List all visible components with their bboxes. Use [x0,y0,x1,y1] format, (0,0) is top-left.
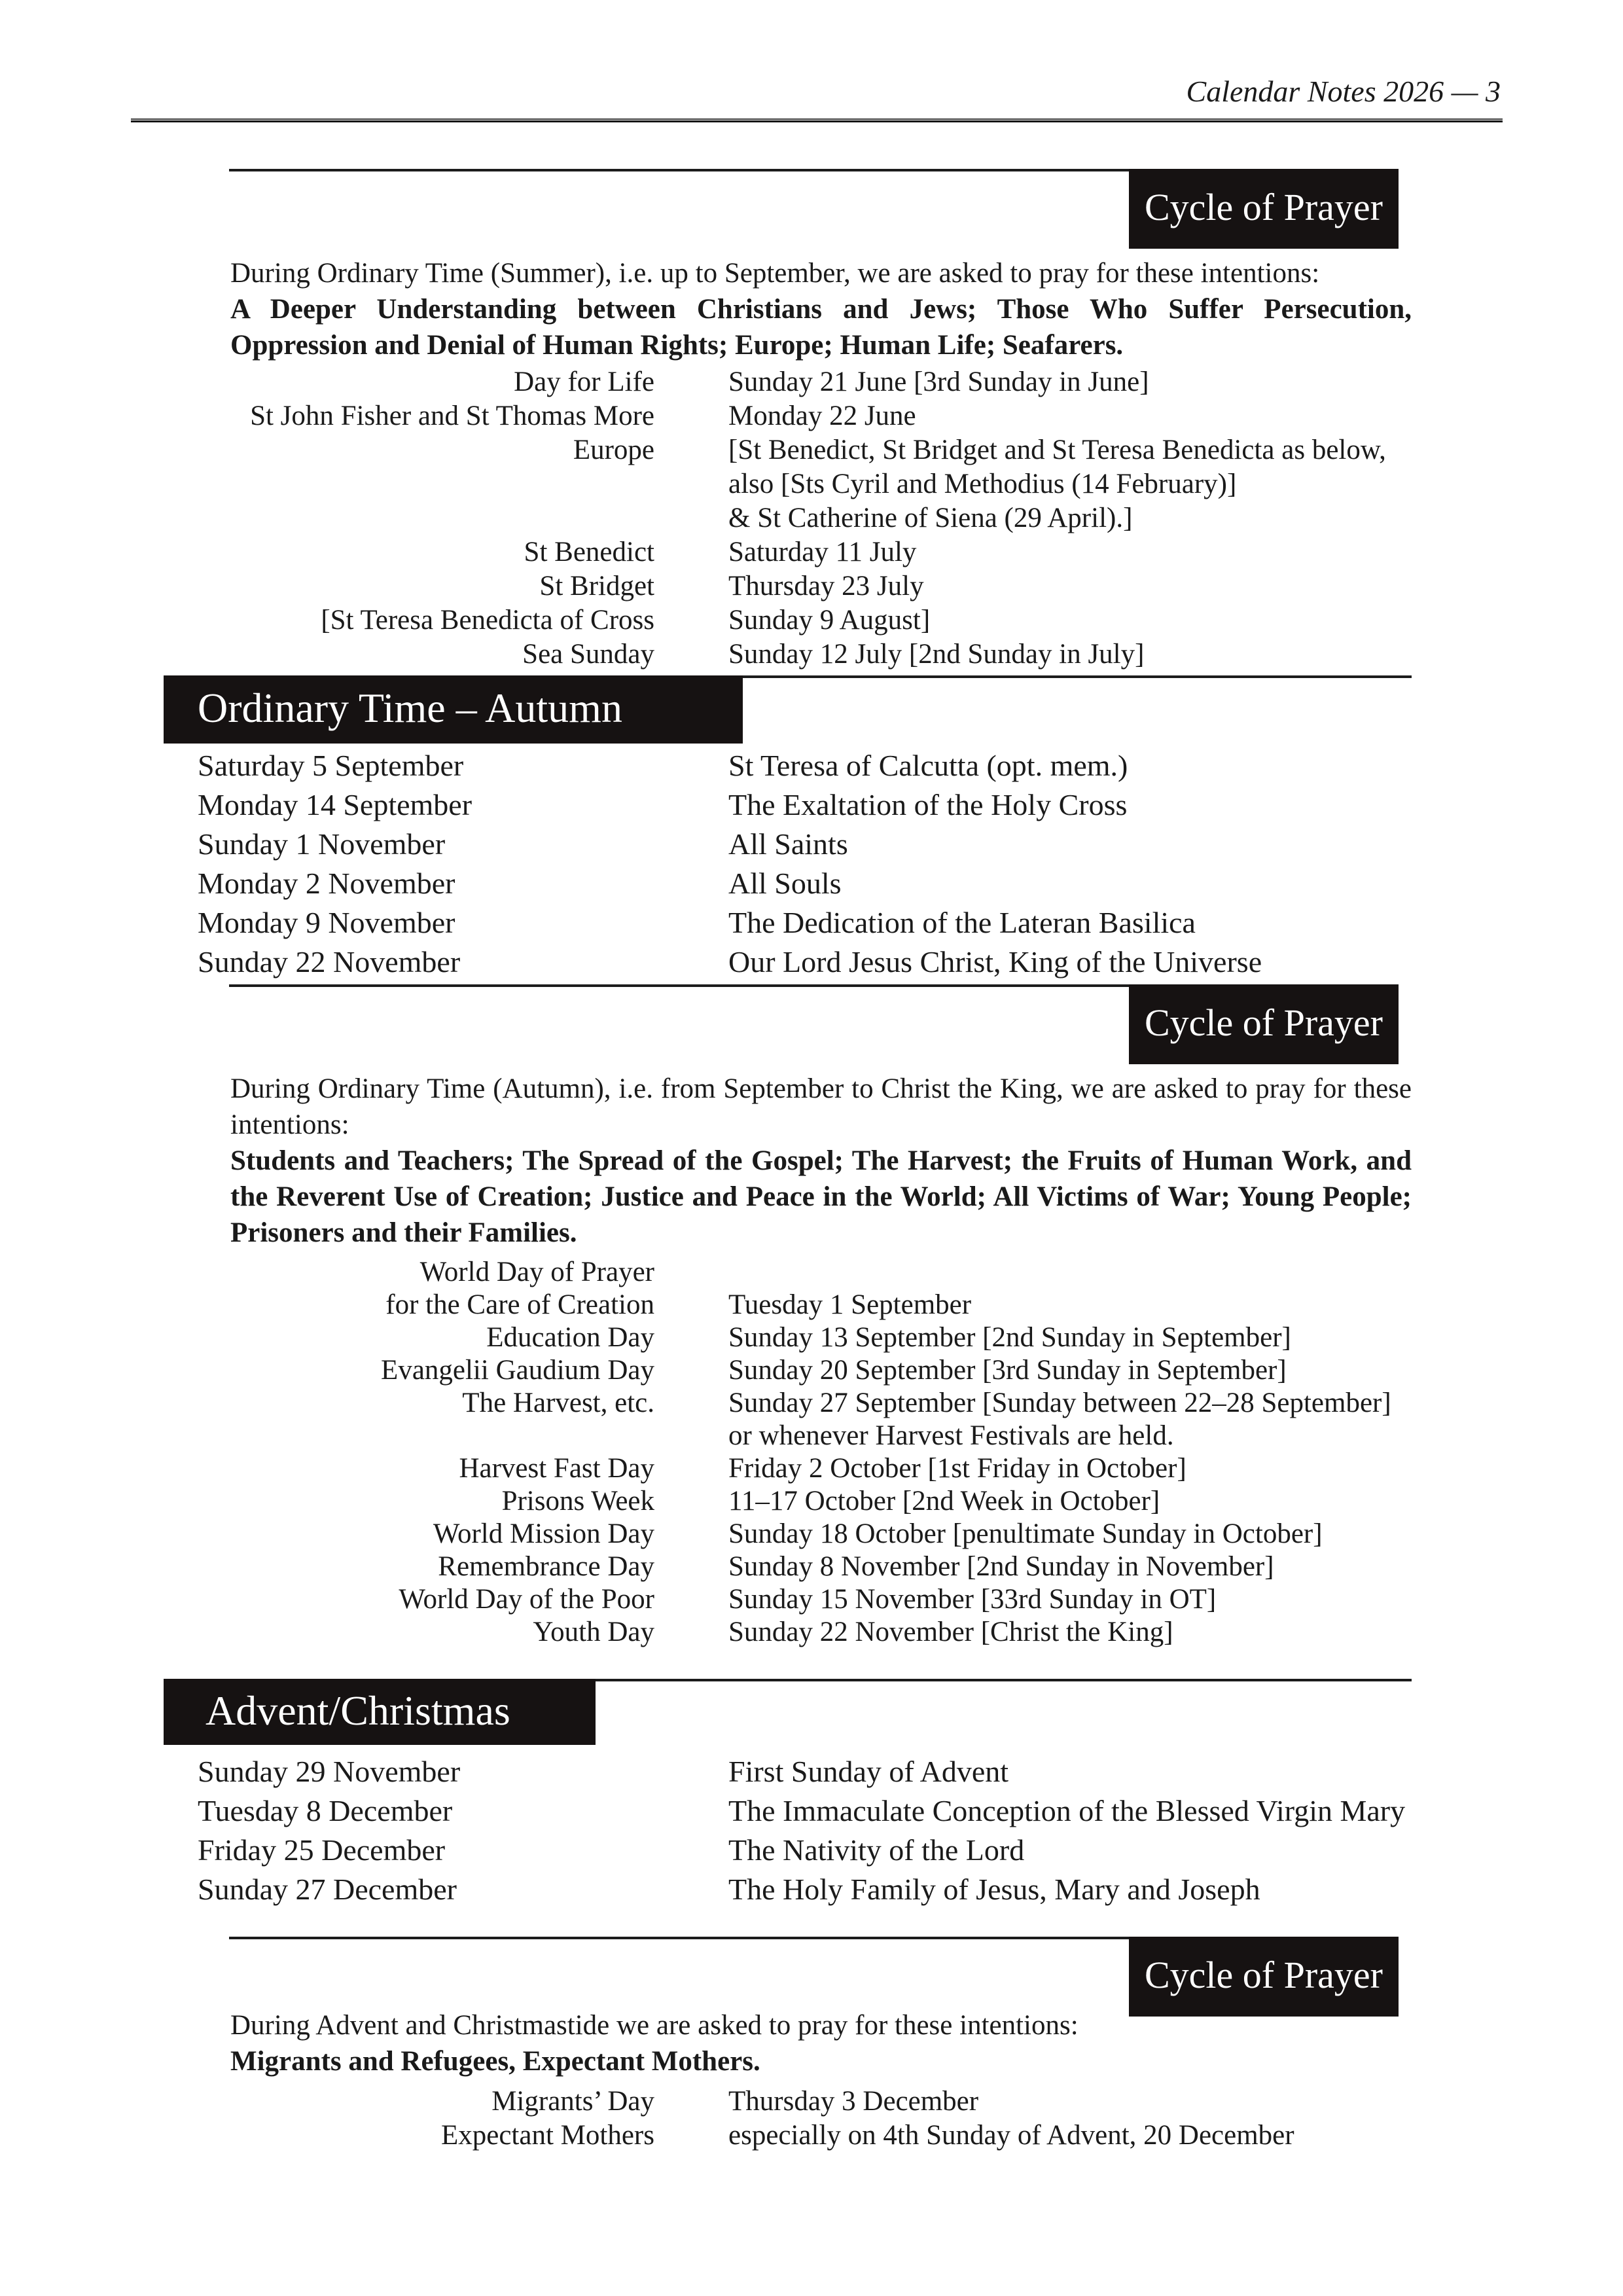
label-cell: St Bridget [539,571,654,601]
table-line [0,365,1623,399]
value-cell: Sunday 15 November [33rd Sunday in OT] [728,1584,1217,1615]
date-cell: Tuesday 8 December [198,1794,453,1827]
title-cell: Our Lord Jesus Christ, King of the Universe [728,945,1262,978]
table-line [0,864,1623,903]
table-line [0,2085,1623,2119]
section-heading-box: Ordinary Time – Autumn [164,675,743,744]
table-line [0,1321,1623,1354]
paragraph-regular: During Ordinary Time (Summer), i.e. up to September, we are asked to pray for these intentions: [230,258,1320,289]
table-line [0,1551,1623,1583]
label-cell: Day for Life [514,367,654,397]
date-cell: Saturday 5 September [198,749,464,782]
cycle-table [0,1256,1623,1649]
table-line [0,399,1623,433]
paragraph-bold: Migrants and Refugees, Expectant Mothers. [230,2046,760,2077]
table-line [0,569,1623,603]
table-line [0,433,1623,467]
date-cell: Monday 2 November [198,867,455,900]
value-cell: Sunday 9 August] [728,605,931,636]
date-cell: Friday 25 December [198,1833,446,1867]
paragraph-bold: A Deeper Understanding between Christians and Jews; Those Who Suffer Persecution, Oppression and Denial of Human Rights; Europe; Human Life; Seafarers. [230,294,1412,361]
value-cell: Sunday 27 September [Sunday between 22–28 September] [728,1388,1391,1418]
label-cell: Education Day [486,1322,654,1353]
label-cell: World Day of the Poor [399,1584,654,1615]
table-line [0,535,1623,569]
main-table [0,746,1623,982]
table-line [0,1518,1623,1551]
value-cell: Sunday 12 July [2nd Sunday in July] [728,639,1145,670]
paragraph-regular: During Advent and Christmastide we are asked to pray for these intentions: [230,2010,1079,2041]
page-header-title: Calendar Notes 2026 — 3 [1186,75,1501,108]
cycle-table [0,2085,1623,2153]
table-line [0,1791,1623,1831]
date-cell: Monday 9 November [198,906,455,939]
date-cell: Sunday 27 December [198,1873,457,1906]
label-cell: Remembrance Day [438,1551,654,1582]
table-line [0,501,1623,535]
table-line [0,825,1623,864]
table-line [0,1289,1623,1321]
value-cell: Sunday 22 November [Christ the King] [728,1617,1173,1647]
table-line [0,637,1623,672]
page-header-rule [131,118,1503,122]
value-cell: Sunday 13 September [2nd Sunday in September] [728,1322,1291,1353]
label-cell: World Day of Prayer [419,1257,654,1287]
table-line [0,1256,1623,1289]
value-cell: 11–17 October [2nd Week in October] [728,1486,1160,1516]
title-cell: The Exaltation of the Holy Cross [728,788,1128,821]
value-cell: especially on 4th Sunday of Advent, 20 December [728,2120,1294,2151]
date-cell: Sunday 29 November [198,1755,461,1788]
paragraph-bold: Students and Teachers; The Spread of the Gospel; The Harvest; the Fruits of Human Work, and the Reverent Use of Creation; Justice and Peace in the World; All Victims of War; Young People; Prisoners and their Families. [230,1145,1412,1248]
title-cell: First Sunday of Advent [728,1755,1009,1788]
cycle-paragraphs [230,1071,1412,1251]
cycle-of-prayer-box: Cycle of Prayer [1129,984,1399,1064]
cycle-paragraphs [230,2007,1412,2079]
label-cell: [St Teresa Benedicta of Cross [321,605,654,636]
title-cell: St Teresa of Calcutta (opt. mem.) [728,749,1128,782]
label-cell: Sea Sunday [522,639,654,670]
value-cell: Sunday 21 June [3rd Sunday in June] [728,367,1149,397]
table-line [0,1752,1623,1791]
title-cell: The Holy Family of Jesus, Mary and Joseph [728,1873,1260,1906]
table-line [0,903,1623,942]
value-cell: Sunday 18 October [penultimate Sunday in October] [728,1518,1323,1549]
value-cell: Thursday 23 July [728,571,924,601]
title-cell: All Souls [728,867,842,900]
table-line [0,1485,1623,1518]
value-cell: also [Sts Cyril and Methodius (14 February)] [728,469,1237,499]
cycle-table [0,365,1623,672]
table-line [0,1420,1623,1452]
paragraph-regular: During Ordinary Time (Autumn), i.e. from September to Christ the King, we are asked to pray for these intentions: [230,1073,1412,1140]
table-line [0,1354,1623,1387]
value-cell: or whenever Harvest Festivals are held. [728,1420,1174,1451]
cycle-rule [229,169,1129,171]
value-cell: Sunday 8 November [2nd Sunday in November] [728,1551,1274,1582]
date-cell: Monday 14 September [198,788,473,821]
table-line [0,2119,1623,2153]
table-line [0,1452,1623,1485]
cycle-of-prayer-box: Cycle of Prayer [1129,169,1399,249]
label-cell: The Harvest, etc. [462,1388,654,1418]
table-line [0,1831,1623,1870]
section-heading-rule [743,675,1412,678]
date-cell: Sunday 22 November [198,945,461,978]
cycle-paragraphs [230,255,1412,363]
cycle-of-prayer-box: Cycle of Prayer [1129,1937,1399,2017]
title-cell: The Nativity of the Lord [728,1833,1025,1867]
label-cell: for the Care of Creation [385,1289,654,1320]
label-cell: Expectant Mothers [441,2120,654,2151]
table-line [0,467,1623,501]
table-line [0,1870,1623,1909]
table-line [0,746,1623,785]
value-cell: & St Catherine of Siena (29 April).] [728,503,1133,533]
main-table [0,1752,1623,1909]
date-cell: Sunday 1 November [198,827,446,861]
cycle-rule [229,1937,1129,1939]
section-heading-rule [596,1679,1412,1681]
label-cell: Europe [573,435,654,465]
value-cell: Monday 22 June [728,401,916,431]
label-cell: Youth Day [533,1617,654,1647]
table-line [0,785,1623,825]
label-cell: Prisons Week [501,1486,654,1516]
label-cell: St Benedict [524,537,654,567]
value-cell: Sunday 20 September [3rd Sunday in September] [728,1355,1287,1386]
label-cell: Harvest Fast Day [459,1453,654,1484]
value-cell: Saturday 11 July [728,537,917,567]
table-line [0,942,1623,982]
value-cell: Friday 2 October [1st Friday in October] [728,1453,1186,1484]
title-cell: The Immaculate Conception of the Blessed Virgin Mary [728,1794,1406,1827]
value-cell: [St Benedict, St Bridget and St Teresa Benedicta as below, [728,435,1386,465]
title-cell: The Dedication of the Lateran Basilica [728,906,1196,939]
label-cell: World Mission Day [433,1518,654,1549]
table-line [0,1387,1623,1420]
label-cell: St John Fisher and St Thomas More [250,401,654,431]
table-line [0,1583,1623,1616]
value-cell: Thursday 3 December [728,2086,979,2117]
cycle-rule [229,984,1129,987]
table-line [0,603,1623,637]
title-cell: All Saints [728,827,848,861]
label-cell: Evangelii Gaudium Day [381,1355,654,1386]
value-cell: Tuesday 1 September [728,1289,972,1320]
table-line [0,1616,1623,1649]
label-cell: Migrants’ Day [491,2086,654,2117]
section-heading-box: Advent/Christmas [164,1679,596,1745]
